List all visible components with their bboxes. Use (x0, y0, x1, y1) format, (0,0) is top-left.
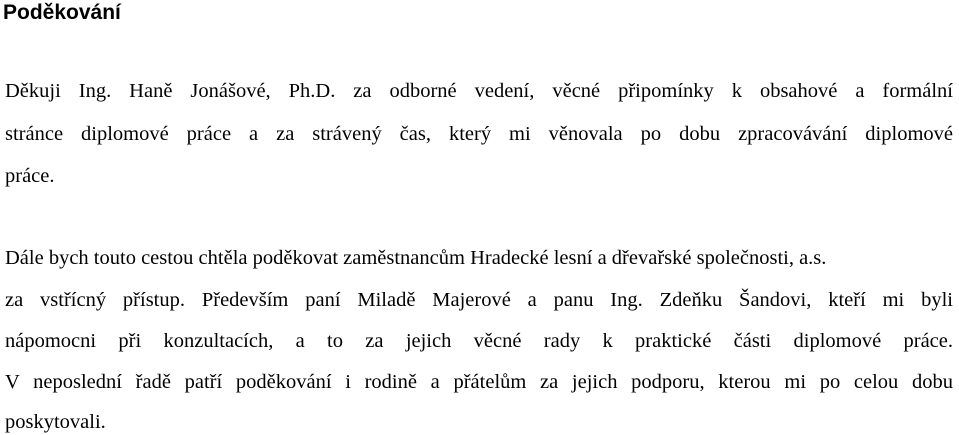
paragraph-line: Dále bych touto cestou chtěla poděkovat zaměstnancům Hradecké lesní a dřevařské společnosti, a.s. (5, 247, 827, 269)
paragraph-line: stránce diplomové práce a za strávený čas, který mi věnovala po dobu zpracovávání diplomové (5, 123, 953, 145)
paragraph-line: Děkuji Ing. Haně Jonášové, Ph.D. za odborné vedení, věcné připomínky k obsahové a formální (5, 80, 953, 102)
paragraph-line: nápomocni při konzultacích, a to za jejich věcné rady k praktické části diplomové práce. (5, 330, 953, 352)
page-title: Poděkování (3, 1, 121, 24)
paragraph-line: za vstřícný přístup. Především paní Miladě Majerové a panu Ing. Zdeňku Šandovi, kteří mi byli (5, 289, 953, 311)
paragraph-line: poskytovali. (5, 411, 106, 433)
paragraph-line: V neposlední řadě patří poděkování i rodině a přátelům za jejich podporu, kterou mi po celou dobu (5, 371, 953, 393)
paragraph-line: práce. (5, 165, 55, 187)
